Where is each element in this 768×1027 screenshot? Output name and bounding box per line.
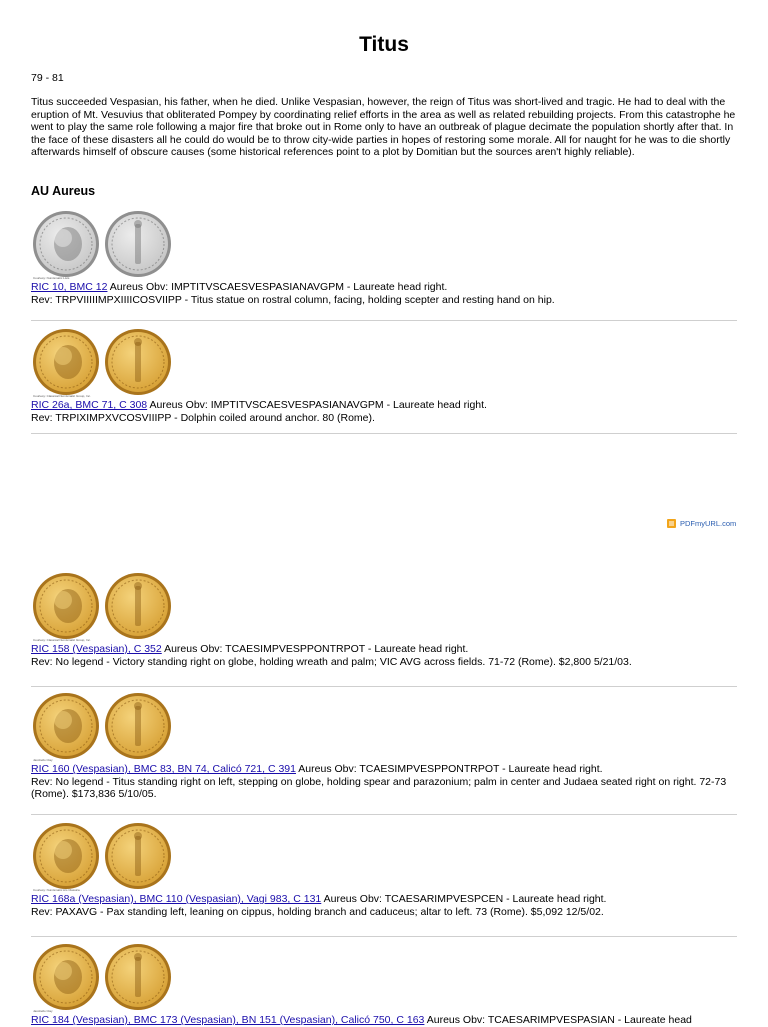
coin-images	[31, 692, 737, 760]
coin-entry	[31, 210, 737, 306]
obverse-coin-image	[32, 328, 100, 396]
coin-images	[31, 943, 737, 1011]
coin-graphic	[32, 943, 100, 1011]
page-title: Titus	[359, 33, 409, 56]
divider	[31, 686, 737, 687]
divider	[31, 320, 737, 321]
obverse-text: Aureus Obv: IMPTITVSCAESVESPASIANAVGPM - Laureate head right.	[147, 399, 487, 411]
coin-graphic	[104, 328, 172, 396]
obverse-coin-image	[32, 572, 100, 640]
coin-images	[31, 210, 737, 278]
coin-description	[31, 643, 737, 668]
photo-credit: Courtesy: Classical Numismatic Group, Inc.	[33, 638, 91, 642]
coin-description	[31, 399, 737, 424]
obverse-text: Aureus Obv: TCAESARIMPVESPASIAN - Laureate head	[424, 1014, 692, 1026]
reverse-text: Rev: No legend - Victory standing right on globe, holding wreath and palm; VIC AVG across fields. 71-72 (Rome). $2,800 5/21/03.	[31, 655, 632, 668]
reference-link[interactable]: RIC 158 (Vespasian), C 352	[31, 643, 162, 655]
reference-link[interactable]: RIC 26a, BMC 71, C 308	[31, 399, 148, 411]
reference-link[interactable]: RIC 10, BMC 12	[31, 281, 108, 293]
coin-description	[31, 281, 737, 306]
reign-dates: 79 - 81	[31, 72, 64, 84]
coin-entry	[31, 328, 737, 424]
coin-graphic	[104, 692, 172, 760]
coin-entry	[31, 692, 737, 801]
photo-credit: Jacobello Clay	[33, 1009, 53, 1013]
reverse-coin-image	[104, 572, 172, 640]
section-heading: AU Aureus	[31, 184, 96, 198]
divider	[31, 433, 737, 434]
reverse-coin-image	[104, 210, 172, 278]
coin-images	[31, 572, 737, 640]
coin-graphic	[32, 572, 100, 640]
divider	[31, 814, 737, 815]
coin-entry	[31, 572, 737, 668]
coin-graphic	[32, 210, 100, 278]
obverse-text: Aureus Obv: TCAESIMPVESPPONTRPOT - Laureate head right.	[161, 643, 469, 655]
obverse-text: Aureus Obv: TCAESARIMPVESPCEN - Laureate head right.	[321, 893, 607, 905]
coin-description	[31, 763, 737, 801]
photo-credit: Courtesy: Numismatic Lists	[33, 276, 70, 280]
reverse-coin-image	[104, 328, 172, 396]
divider	[31, 936, 737, 937]
coin-images	[31, 822, 737, 890]
photo-credit: Courtesy: Classical Numismatic Group, Inc.	[33, 394, 91, 398]
coin-graphic	[104, 822, 172, 890]
coin-graphic	[104, 943, 172, 1011]
reverse-coin-image	[104, 943, 172, 1011]
intro-paragraph: Titus succeeded Vespasian, his father, when he died. Unlike Vespasian, however, the reign of Titus was short-lived and tragic. He had to deal with the eruption of Mt. Vesuvius that obliterated Pompey by coordinating relief efforts in the area as well as related rebuilding projects. From this catastrophe he went to play the same role following a major fire that broke out in Rome only to have an outbreak of plague decimate the population shortly after that. In the face of these disasters all he could do would be to throw city-wide parties in hopes of restoring some morale. All for naught for he was to die shortly afterwards himself of obscure causes (some historical references point to a plot by Domitian but the sources aren't highly reliable).	[31, 96, 736, 158]
coin-entry	[31, 943, 737, 1027]
obverse-coin-image	[32, 822, 100, 890]
reverse-coin-image	[104, 692, 172, 760]
photo-credit: Jacobello Clay	[33, 758, 53, 762]
obverse-text: Aureus Obv: IMPTITVSCAESVESPASIANAVGPM - Laureate head right.	[107, 281, 448, 293]
obverse-coin-image	[32, 692, 100, 760]
photo-credit: Courtesy: Numismatic Ars Classica	[33, 888, 80, 892]
coin-graphic	[104, 210, 172, 278]
coin-graphic	[32, 822, 100, 890]
pdf-icon	[667, 519, 676, 528]
coin-images	[31, 328, 737, 396]
watermark-text: PDFmyURL.com	[680, 519, 737, 528]
coin-description	[31, 893, 737, 918]
reverse-text: Rev: No legend - Titus standing right on left, stepping on globe, holding spear and parazonium; palm in center and Judaea seated right on right. 72-73 (Rome). $173,836 5/10/05.	[31, 775, 727, 800]
reference-link[interactable]: RIC 160 (Vespasian), BMC 83, BN 74, Calicó 721, C 391	[31, 763, 296, 775]
obverse-coin-image	[32, 210, 100, 278]
reverse-text: Rev: TRPVIIIIIMPXIIIICOSVIIPP - Titus statue on rostral column, facing, holding scepter and resting hand on hip.	[31, 293, 555, 306]
reverse-text: Rev: TRPIXIMPXVCOSVIIIPP - Dolphin coiled around anchor. 80 (Rome).	[31, 411, 375, 424]
reverse-coin-image	[104, 822, 172, 890]
coin-graphic	[104, 572, 172, 640]
reference-link[interactable]: RIC 184 (Vespasian), BMC 173 (Vespasian), BN 151 (Vespasian), Calicó 750, C 163	[31, 1014, 425, 1026]
obverse-text: Aureus Obv: TCAESIMPVESPPONTRPOT - Laureate head right.	[295, 763, 603, 775]
coin-graphic	[32, 692, 100, 760]
obverse-coin-image	[32, 943, 100, 1011]
pdfmyurl-watermark[interactable]	[667, 519, 736, 528]
coin-graphic	[32, 328, 100, 396]
reference-link[interactable]: RIC 168a (Vespasian), BMC 110 (Vespasian), Vagi 983, C 131	[31, 893, 322, 905]
coin-description	[31, 1014, 737, 1027]
reverse-text: Rev: PAXAVG - Pax standing left, leaning on cippus, holding branch and caduceus; altar to left. 73 (Rome). $5,092 12/5/02.	[31, 905, 604, 918]
coin-entry	[31, 822, 737, 918]
